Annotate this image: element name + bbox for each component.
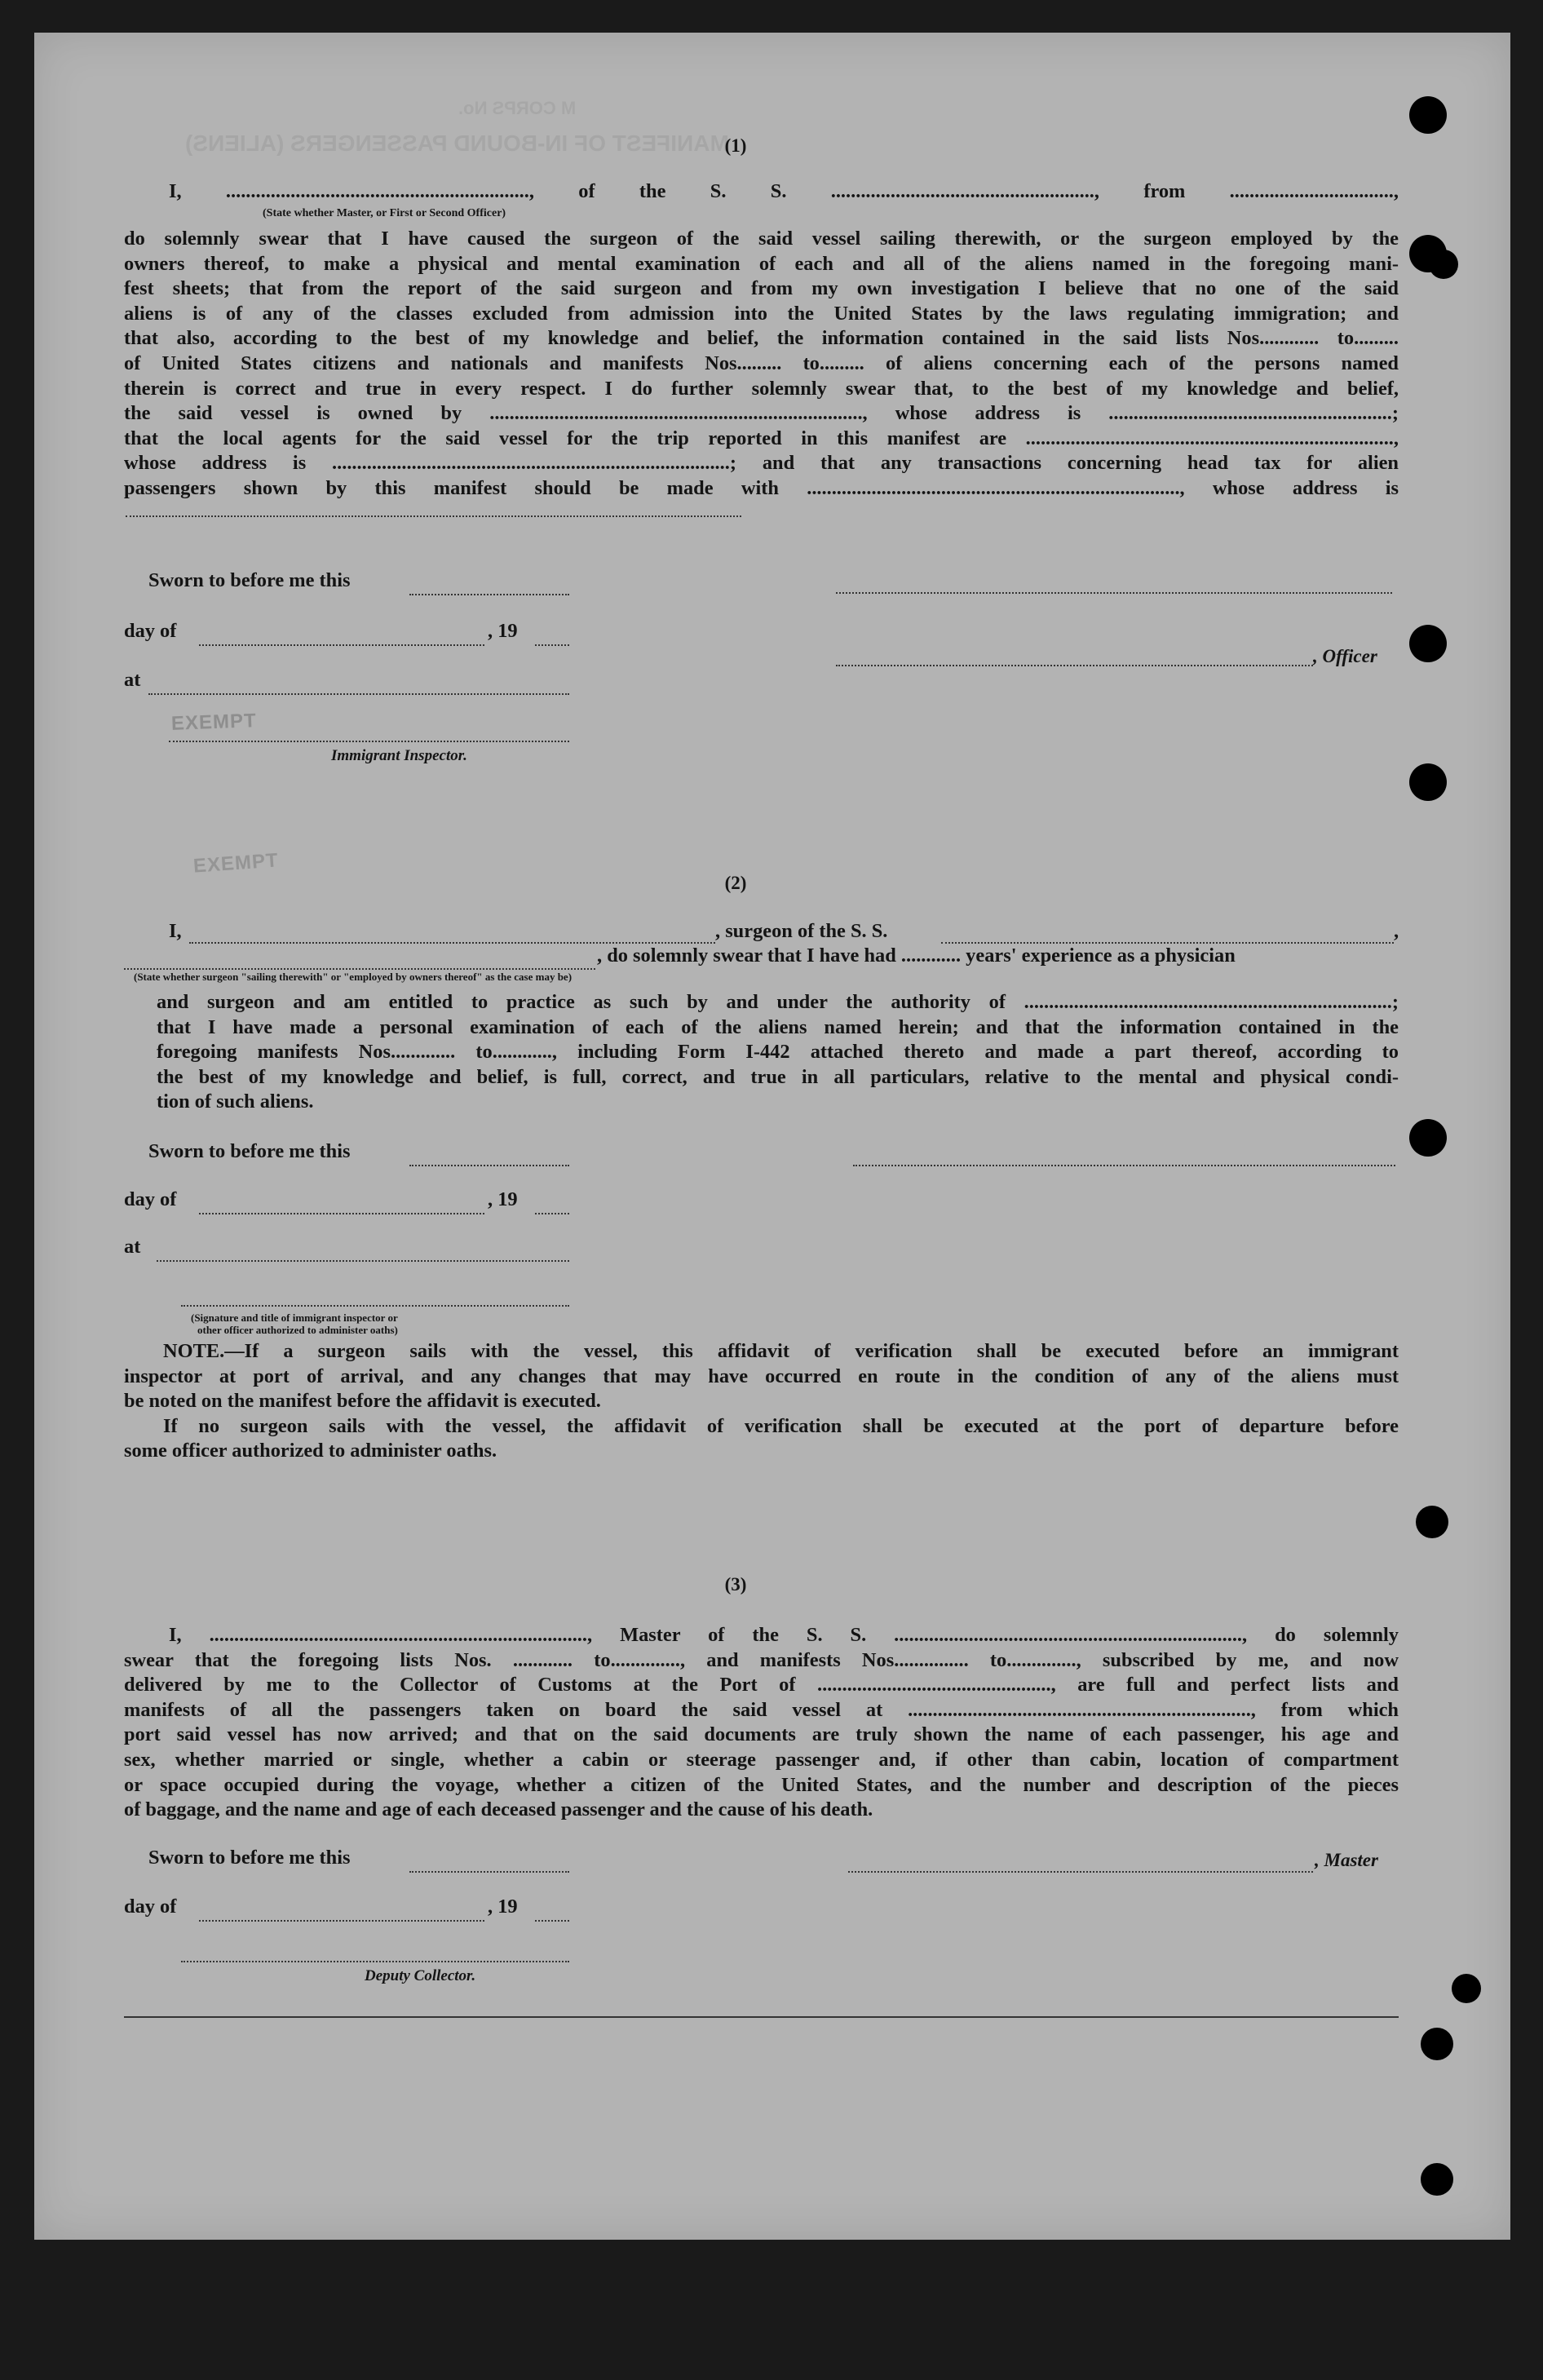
section-2-i-label: I, <box>169 920 182 942</box>
section-2-body-line: and surgeon and am entitled to practice as such by and under the authority of ..........................................................................; <box>157 991 1399 1013</box>
section-1-body-line: the said vessel is owned by ..........................................................................., whose address is .........................................................; <box>124 402 1399 425</box>
section-1-body-line: that the local agents for the said vessel for the trip reported in this manifest are .........................................................................., <box>124 427 1399 449</box>
section-1-body-line: fest sheets; that from the report of the said surgeon and from my own investigation I believe that no one of the said <box>124 277 1399 300</box>
section-1-day-of-label: day of <box>124 620 177 642</box>
section-1-at-label: at <box>124 669 141 691</box>
section-2-exempt-stamp: EXEMPT <box>192 849 280 878</box>
note-line: some officer authorized to administer oaths. <box>124 1440 497 1462</box>
section-2-year-label: , 19 <box>488 1188 518 1210</box>
section-1-address-continuation-line <box>126 515 741 517</box>
punch-hole <box>1409 625 1447 662</box>
section-2-heading: (2) <box>724 873 747 893</box>
section-1-at-line <box>148 693 569 695</box>
section-2-sig-caption-2: other officer authorized to administer oaths) <box>197 1324 398 1336</box>
section-3-collector-label: Deputy Collector. <box>365 1967 476 1984</box>
section-2-ship-line <box>941 942 1394 944</box>
section-3-body-line: delivered by me to the Collector of Customs at the Port of ..............................................., are full and perfect lists and <box>124 1674 1399 1697</box>
punch-hole <box>1421 2163 1453 2196</box>
section-1-inspector-label: Immigrant Inspector. <box>331 747 467 764</box>
section-1-day-line <box>199 644 484 646</box>
section-2-caption: (State whether surgeon "sailing therewith" or "employed by owners thereof" as the case may be) <box>134 971 573 983</box>
section-3-body-line: I, ............................................................................, Master of the S. S. ......................................................................, do solemnly <box>169 1624 1399 1646</box>
section-2-note <box>124 1339 1399 1464</box>
section-1-body <box>124 227 1399 502</box>
section-3-body-line: sex, whether married or single, whether a cabin or steerage passenger and, if other than cabin, location of compartment <box>124 1748 1399 1771</box>
section-1-year-line <box>535 644 569 646</box>
section-3-heading: (3) <box>724 1574 747 1595</box>
section-1-body-line: owners thereof, to make a physical and mental examination of each and all of the aliens named in the foregoing mani- <box>124 252 1399 275</box>
section-1-body-line: that also, according to the best of my knowledge and belief, the information contained in the said lists Nos............ to......... <box>124 327 1399 350</box>
section-1-body-line: of United States citizens and nationals and manifests Nos......... to......... of aliens concerning each of the persons named <box>124 352 1399 374</box>
note-line: be noted on the manifest before the affidavit is executed. <box>124 1390 601 1413</box>
section-1-body-line: aliens is of any of the classes excluded from admission into the United States by the laws regulating immigration; and <box>124 302 1399 325</box>
section-2-status-line <box>124 968 595 970</box>
section-2-body-line: that I have made a personal examination of each of the aliens named herein; and that the information contained in the <box>157 1015 1399 1038</box>
section-2-body <box>157 990 1399 1115</box>
section-2-at-label: at <box>124 1236 141 1258</box>
section-1-body-line: passengers shown by this manifest should be made with ..........................................................................., whose address is <box>124 476 1399 499</box>
section-3-sworn-line <box>409 1871 569 1873</box>
section-2-signature-line <box>853 1165 1395 1166</box>
section-1-exempt-stamp: EXEMPT <box>170 710 258 735</box>
section-1-inspector-signature-line <box>169 741 569 742</box>
section-3-day-line <box>199 1920 484 1922</box>
section-3-body-line: or space occupied during the voyage, whether a citizen of the United States, and the number and description of the pieces <box>124 1773 1399 1796</box>
note-line: If no surgeon sails with the vessel, the affidavit of verification shall be executed at the port of departure before <box>163 1414 1399 1437</box>
section-1-officer-label: , Officer <box>1313 646 1377 666</box>
section-1-line-1: I, ............................................................., of the S. S. ....................................................., from ................................., <box>169 180 1399 202</box>
section-3-body-line: swear that the foregoing lists Nos. ............ to.............., and manifests Nos............... to.............., subscribed by me, and now <box>124 1648 1399 1671</box>
bottom-divider <box>124 2016 1399 2018</box>
section-1-officer-signature-top-line <box>836 592 1392 594</box>
section-2-body-line: foregoing manifests Nos............. to............, including Form I-442 attached thereto and made a part thereof, according to <box>157 1041 1399 1064</box>
section-2-officer-signature-line <box>181 1305 569 1307</box>
section-1-officer-signature-line <box>836 665 1313 666</box>
punch-hole <box>1409 96 1447 134</box>
section-3-body-line: port said vessel has now arrived; and that on the said documents are truly shown the name of each passenger, his age and <box>124 1723 1399 1746</box>
section-1-body-line: do solemnly swear that I have caused the surgeon of the said vessel sailing therewith, or the surgeon employed by the <box>124 228 1399 250</box>
section-2-body-line: the best of my knowledge and belief, is full, correct, and true in all particulars, relative to the mental and physical condi- <box>157 1065 1399 1088</box>
section-3-collector-signature-line <box>181 1961 569 1962</box>
punch-hole <box>1452 1974 1481 2003</box>
section-2-day-of-label: day of <box>124 1188 177 1210</box>
section-1-body-line: whose address is ................................................................................; and that any transactions concerning head tax for alien <box>124 452 1399 475</box>
section-3-body <box>124 1623 1399 1823</box>
section-3-year-label: , 19 <box>488 1896 518 1918</box>
section-1-body-line: therein is correct and true in every respect. I do further solemnly swear that, to the best of my knowledge and belief, <box>124 377 1399 400</box>
punch-hole <box>1409 1119 1447 1157</box>
punch-hole <box>1416 1506 1448 1538</box>
section-2-surgeon-of-label: , surgeon of the S. S. <box>715 920 888 942</box>
section-2-body-line: tion of such aliens. <box>157 1090 314 1113</box>
section-1-year-label: , 19 <box>488 620 518 642</box>
document-sheet <box>34 33 1510 2240</box>
section-3-body-line: of baggage, and the name and age of each deceased passenger and the cause of his death. <box>124 1798 873 1821</box>
section-2-sig-caption-1: (Signature and title of immigrant inspector or <box>191 1312 398 1324</box>
section-2-line-1-comma: , <box>1394 920 1399 942</box>
section-3-sworn-label: Sworn to before me this <box>148 1847 351 1869</box>
faint-header-title: MANIFEST OF IN-BOUND PASSENGERS (ALIENS) <box>185 131 729 156</box>
section-2-year-line <box>535 1213 569 1214</box>
punch-hole <box>1429 250 1458 279</box>
section-3-day-of-label: day of <box>124 1896 177 1918</box>
section-1-caption: (State whether Master, or First or Second Officer) <box>263 207 506 219</box>
section-2-sworn-label: Sworn to before me this <box>148 1140 351 1162</box>
section-2-at-line <box>157 1260 569 1262</box>
section-2-day-line <box>199 1213 484 1214</box>
section-3-master-signature-line <box>848 1871 1313 1873</box>
note-line: inspector at port of arrival, and any changes that may have occurred en route in the condition of any of the aliens must <box>124 1365 1399 1387</box>
section-2-name-line <box>189 942 715 944</box>
note-line: NOTE.—If a surgeon sails with the vessel, this affidavit of verification shall be executed before an immigrant <box>163 1340 1399 1362</box>
section-2-sworn-line <box>409 1165 569 1166</box>
punch-hole <box>1421 2028 1453 2060</box>
section-1-sworn-line <box>409 594 569 595</box>
section-3-master-label: , Master <box>1315 1850 1378 1870</box>
section-3-body-line: manifests of all the passengers taken on board the said vessel at ....................................................................., from which <box>124 1698 1399 1721</box>
section-3-year-line <box>535 1920 569 1922</box>
section-2-line-2: , do solemnly swear that I have had ............ years' experience as a physician <box>597 944 1236 967</box>
faint-header-form-no: M CORPS No. <box>458 98 577 118</box>
punch-hole <box>1409 763 1447 801</box>
section-1-sworn-label: Sworn to before me this <box>148 569 351 591</box>
section-1-heading: (1) <box>724 135 747 156</box>
